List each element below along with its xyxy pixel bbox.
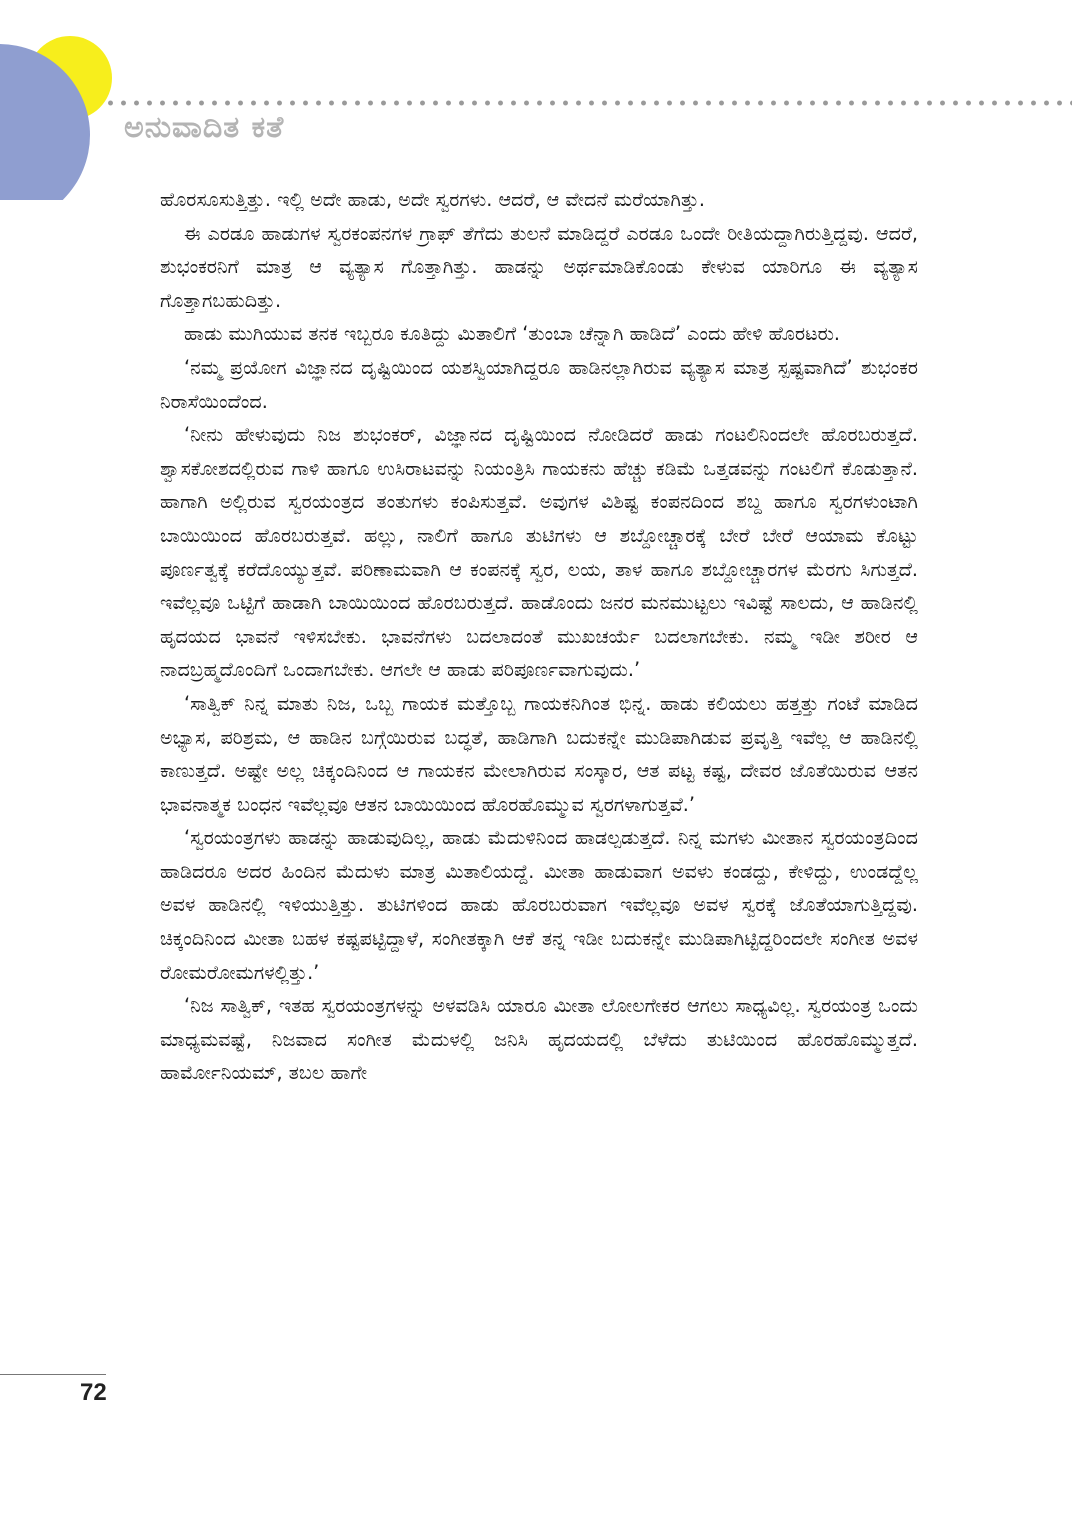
- footer-rule: [0, 1374, 106, 1375]
- paragraph: ‘ಸ್ವರಯಂತ್ರಗಳು ಹಾಡನ್ನು ಹಾಡುವುದಿಲ್ಲ, ಹಾಡು ಮೆದುಳಿನಿಂದ ಹಾಡಲ್ಪಡುತ್ತದೆ. ನಿನ್ನ ಮಗಳು ಮೀತಾನ ಸ್ವರಯಂತ್ರದಿಂದ ಹಾಡಿದರೂ ಅದರ ಹಿಂದಿನ ಮೆದುಳು ಮಾತ್ರ ಮಿತಾಲಿಯದ್ದೆ. ಮೀತಾ ಹಾಡುವಾಗ ಅವಳು ಕಂಡದ್ದು, ಕೇಳಿದ್ದು, ಉಂಡದ್ದೆಲ್ಲ ಅವಳ ಹಾಡಿನಲ್ಲಿ ಇಳಿಯುತ್ತಿತ್ತು. ತುಟಿಗಳಿಂದ ಹಾಡು ಹೊರಬರುವಾಗ ಇವೆಲ್ಲವೂ ಅವಳ ಸ್ವರಕ್ಕೆ ಜೊತೆಯಾಗುತ್ತಿದ್ದವು. ಚಿಕ್ಕಂದಿನಿಂದ ಮೀತಾ ಬಹಳ ಕಷ್ಟಪಟ್ಟಿದ್ದಾಳೆ, ಸಂಗೀತಕ್ಕಾಗಿ ಆಕೆ ತನ್ನ ಇಡೀ ಬದುಕನ್ನೇ ಮುಡಿಪಾಗಿಟ್ಟಿದ್ದರಿಂದಲೇ ಸಂಗೀತ ಅವಳ ರೋಮರೋಮಗಳಲ್ಲಿತ್ತು.’: [160, 826, 918, 984]
- section-title: ಅನುವಾದಿತ ಕತೆ: [124, 110, 285, 145]
- paragraph: ‘ಸಾತ್ವಿಕ್ ನಿನ್ನ ಮಾತು ನಿಜ, ಒಬ್ಬ ಗಾಯಕ ಮತ್ತೊಬ್ಬ ಗಾಯಕನಿಗಿಂತ ಭಿನ್ನ. ಹಾಡು ಕಲಿಯಲು ಹತ್ತತ್ತು ಗಂಟೆ ಮಾಡಿದ ಅಭ್ಯಾಸ, ಪರಿಶ್ರಮ, ಆ ಹಾಡಿನ ಬಗ್ಗೆಯಿರುವ ಬದ್ಧತೆ, ಹಾಡಿಗಾಗಿ ಬದುಕನ್ನೇ ಮುಡಿಪಾಗಿಡುವ ಪ್ರವೃತ್ತಿ ಇವೆಲ್ಲ ಆ ಹಾಡಿನಲ್ಲಿ ಕಾಣುತ್ತದೆ. ಅಷ್ಟೇ ಅಲ್ಲ ಚಿಕ್ಕಂದಿನಿಂದ ಆ ಗಾಯಕನ ಮೇಲಾಗಿರುವ ಸಂಸ್ಕಾರ, ಆತ ಪಟ್ಟ ಕಷ್ಟ, ದೇವರ ಜೊತೆಯಿರುವ ಆತನ ಭಾವನಾತ್ಮಕ ಬಂಧನ ಇವೆಲ್ಲವೂ ಆತನ ಬಾಯಿಯಿಂದ ಹೊರಹೊಮ್ಮುವ ಸ್ವರಗಳಾಗುತ್ತವೆ.’: [160, 691, 918, 816]
- page-number: 72: [80, 1379, 107, 1406]
- paragraph: ಈ ಎರಡೂ ಹಾಡುಗಳ ಸ್ವರಕಂಪನಗಳ ಗ್ರಾಫ್ ತೆಗೆದು ತುಲನೆ ಮಾಡಿದ್ದರೆ ಎರಡೂ ಒಂದೇ ರೀತಿಯದ್ದಾಗಿರುತ್ತಿದ್ದವು. ಆದರೆ, ಶುಭಂಕರನಿಗೆ ಮಾತ್ರ ಆ ವ್ಯತ್ಯಾಸ ಗೊತ್ತಾಗಿತ್ತು. ಹಾಡನ್ನು ಅರ್ಥಮಾಡಿಕೊಂಡು ಕೇಳುವ ಯಾರಿಗೂ ಈ ವ್ಯತ್ಯಾಸ ಗೊತ್ತಾಗಬಹುದಿತ್ತು.: [160, 221, 918, 312]
- paragraph: ಹಾಡು ಮುಗಿಯುವ ತನಕ ಇಬ್ಬರೂ ಕೂತಿದ್ದು ಮಿತಾಲಿಗೆ ‘ತುಂಬಾ ಚೆನ್ನಾಗಿ ಹಾಡಿದೆ’ ಎಂದು ಹೇಳಿ ಹೊರಟರು.: [184, 322, 841, 346]
- paragraph: ‘ನೀನು ಹೇಳುವುದು ನಿಜ ಶುಭಂಕರ್, ವಿಜ್ಞಾನದ ದೃಷ್ಟಿಯಿಂದ ನೋಡಿದರೆ ಹಾಡು ಗಂಟಲಿನಿಂದಲೇ ಹೊರಬರುತ್ತದೆ. ಶ್ವಾಸಕೋಶದಲ್ಲಿರುವ ಗಾಳಿ ಹಾಗೂ ಉಸಿರಾಟವನ್ನು ನಿಯಂತ್ರಿಸಿ ಗಾಯಕನು ಹೆಚ್ಚು ಕಡಿಮೆ ಒತ್ತಡವನ್ನು ಗಂಟಲಿಗೆ ಕೊಡುತ್ತಾನೆ. ಹಾಗಾಗಿ ಅಲ್ಲಿರುವ ಸ್ವರಯಂತ್ರದ ತಂತುಗಳು ಕಂಪಿಸುತ್ತವೆ. ಅವುಗಳ ವಿಶಿಷ್ಟ ಕಂಪನದಿಂದ ಶಬ್ದ ಹಾಗೂ ಸ್ವರಗಳುಂಟಾಗಿ ಬಾಯಿಯಿಂದ ಹೊರಬರುತ್ತವೆ. ಹಲ್ಲು, ನಾಲಿಗೆ ಹಾಗೂ ತುಟಿಗಳು ಆ ಶಬ್ದೋಚ್ಚಾರಕ್ಕೆ ಬೇರೆ ಬೇರೆ ಆಯಾಮ ಕೊಟ್ಟು ಪೂರ್ಣತ್ವಕ್ಕೆ ಕರೆದೊಯ್ಯುತ್ತವೆ. ಪರಿಣಾಮವಾಗಿ ಆ ಕಂಪನಕ್ಕೆ ಸ್ವರ, ಲಯ, ತಾಳ ಹಾಗೂ ಶಬ್ದೋಚ್ಚಾರಗಳ ಮೆರಗು ಸಿಗುತ್ತದೆ. ಇವೆಲ್ಲವೂ ಒಟ್ಟಿಗೆ ಹಾಡಾಗಿ ಬಾಯಿಯಿಂದ ಹೊರಬರುತ್ತದೆ. ಹಾಡೊಂದು ಜನರ ಮನಮುಟ್ಟಲು ಇವಿಷ್ಟೆ ಸಾಲದು, ಆ ಹಾಡಿನಲ್ಲಿ ಹೃದಯದ ಭಾವನೆ ಇಳಿಸಬೇಕು. ಭಾವನೆಗಳು ಬದಲಾದಂತೆ ಮುಖಚರ್ಯೆ ಬದಲಾಗಬೇಕು. ನಮ್ಮ ಇಡೀ ಶರೀರ ಆ ನಾದಬ್ರಹ್ಮದೊಂದಿಗೆ ಒಂದಾಗಬೇಕು. ಆಗಲೇ ಆ ಹಾಡು ಪರಿಪೂರ್ಣವಾಗುವುದು.’: [160, 423, 918, 682]
- paragraph: ‘ನಿಜ ಸಾತ್ವಿಕ್, ಇತಹ ಸ್ವರಯಂತ್ರಗಳನ್ನು ಅಳವಡಿಸಿ ಯಾರೂ ಮೀತಾ ಲೋಲಗೇಕರ ಆಗಲು ಸಾಧ್ಯವಿಲ್ಲ. ಸ್ವರಯಂತ್ರ ಒಂದು ಮಾಧ್ಯಮವಷ್ಟೆ, ನಿಜವಾದ ಸಂಗೀತ ಮೆದುಳಲ್ಲಿ ಜನಿಸಿ ಹೃದಯದಲ್ಲಿ ಬೆಳೆದು ತುಟಿಯಿಂದ ಹೊರಹೊಮ್ಮುತ್ತದೆ. ಹಾರ್ಮೋನಿಯಮ್, ತಬಲ ಹಾಗೇ: [160, 994, 918, 1085]
- paragraph: ಹೊರಸೂಸುತ್ತಿತ್ತು. ಇಲ್ಲಿ ಅದೇ ಹಾಡು, ಅದೇ ಸ್ವರಗಳು. ಆದರೆ, ಆ ವೇದನೆ ಮರೆಯಾಗಿತ್ತು.: [160, 188, 705, 211]
- story-text: [160, 183, 918, 1090]
- dotted-header-rule: [104, 100, 1072, 106]
- paragraph: ‘ನಮ್ಮ ಪ್ರಯೋಗ ವಿಜ್ಞಾನದ ದೃಷ್ಟಿಯಿಂದ ಯಶಸ್ವಿಯಾಗಿದ್ದರೂ ಹಾಡಿನಲ್ಲಾಗಿರುವ ವ್ಯತ್ಯಾಸ ಮಾತ್ರ ಸ್ಪಷ್ಟವಾಗಿದೆ’ ಶುಭಂಕರ ನಿರಾಸೆಯಿಂದೆಂದ.: [160, 355, 918, 413]
